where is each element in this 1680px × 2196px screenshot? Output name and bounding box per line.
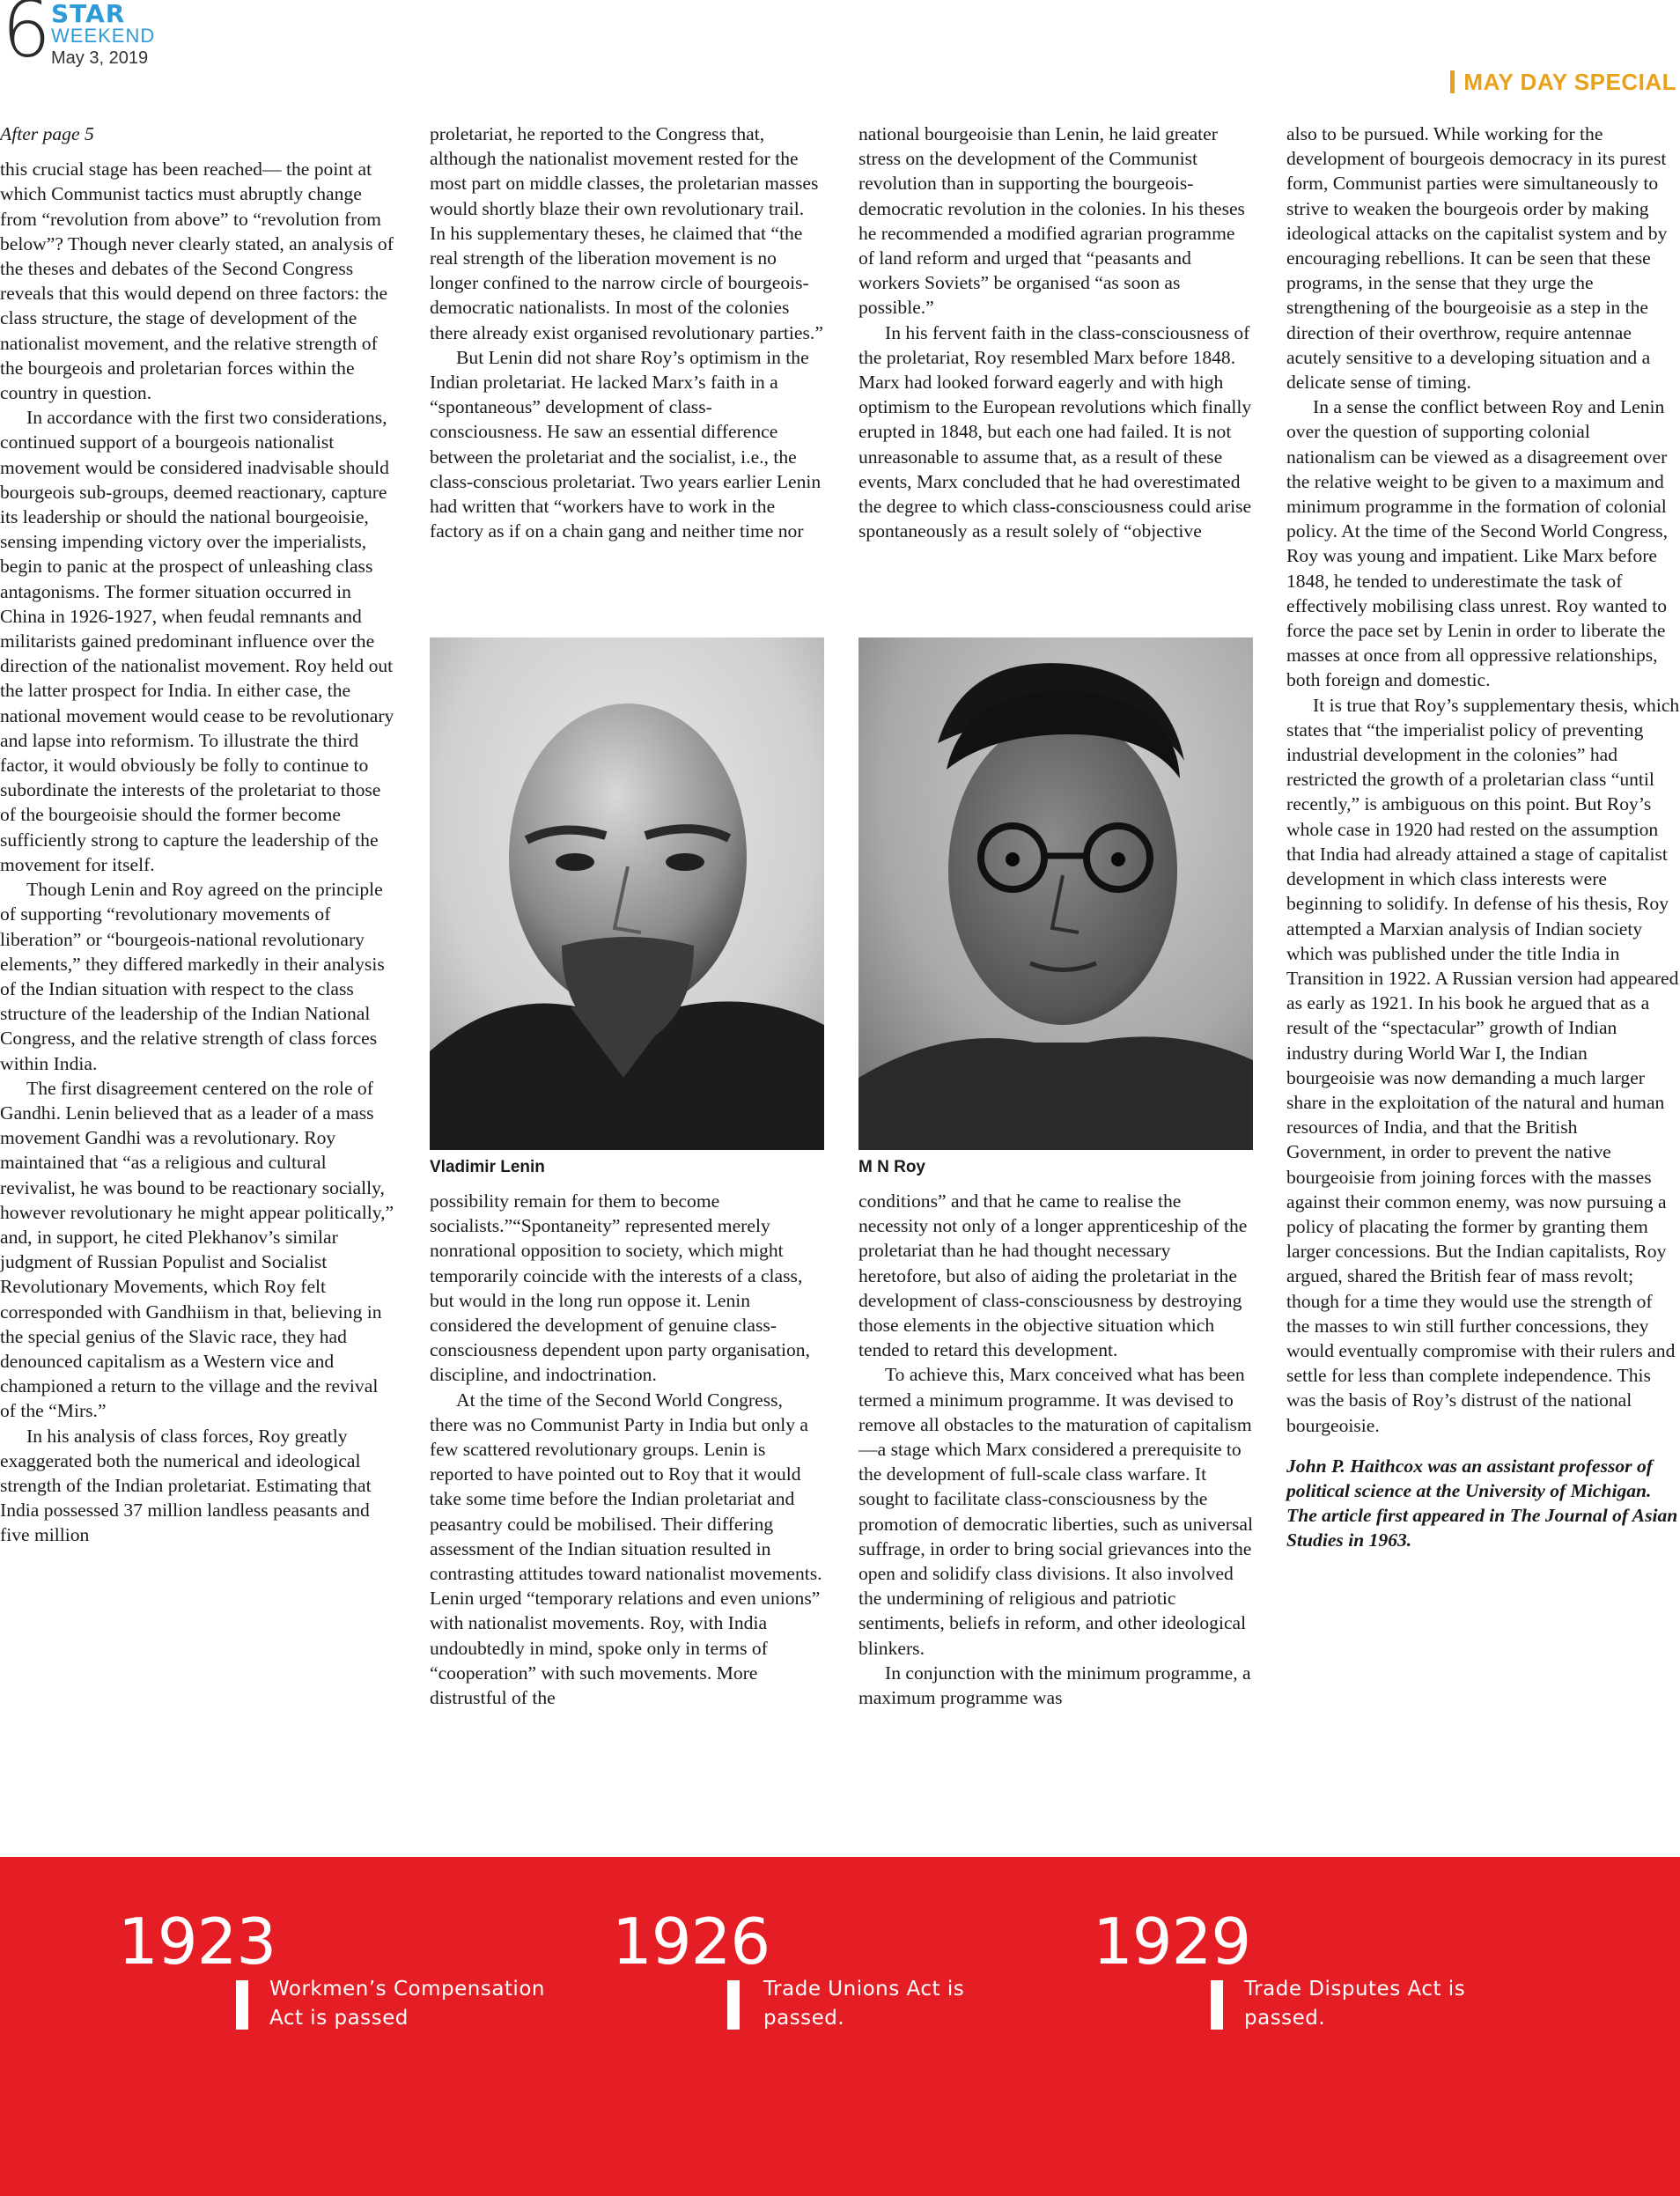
section-bar	[1450, 70, 1455, 93]
paragraph: In a sense the conflict between Roy and Lenin over the question of supporting colonial nationalism can be viewed as a disagreement over the relative weight to be given to a maximum and minimum programme in the formation of colonial policy. At the time of the Second World Congress, Roy was young and impatient. Like Marx before 1848, he tended to underestimate the task of effectively mobilising class unrest. Roy wanted to force the pace set by Lenin in order to liberate the masses at once from all oppressive relationships, both foreign and domestic.	[1286, 396, 1669, 691]
issue-date: May 3, 2019	[51, 48, 149, 68]
paragraph: It is true that Roy’s supplementary thesis, which states that “the imperialist policy of preventing industrial development in the colonies” had restricted the growth of a proletarian class “until recently,” is ambiguous on this point. But Roy’s whole case in 1920 had rested on the assumption that India had already attained a stage of capitalist development in which class interests were beginning to solidify. In defense of his thesis, Roy attempted a Marxian analysis of Indian society which was published under the title India in Transition in 1922. A Russian version had appeared as early as 1921. In his book he argued that as a result of the “spectacular” growth of Indian industry during World War I, the Indian bourgeoisie was now demanding a much larger share in the exploitation of the natural and human resources of India, and that the British Government, in order to prevent the native bourgeoisie from joining forces with the masses against their common enemy, was now pursuing a policy of placating the former by granting them larger concessions. But the Indian capitalists, Roy argued, shared the British fear of mass revolt; though for a time they would use the strength of the masses to win still further concessions, they would eventually compromise with their rulers and settle for less than complete independence. This was the basis of Roy’s distrust of the national bourgeoisie.	[1286, 694, 1680, 1436]
paragraph: also to be pursued. While working for the development of bourgeois democracy in its purest form, Communist parties were simultaneously to strive to weaken the bourgeois order by making ideological attacks on the capitalist system and by encouraging rebellions. It can be seen that these programs, in the sense that they urge the strengthening of the bourgeoisie as a step in the direction of their overthrow, require antennae acutely sensitive to a developing situation and a delicate sense of timing.	[1286, 123, 1668, 394]
paragraph: In his fervent faith in the class-consciousness of the proletariat, Roy resembled Marx before 1848. Marx had looked forward eagerly and with high optimism to the European revolutions which finally erupted in 1848, but each one had failed. It is not unreasonable to assume that, as a result of these events, Marx concluded that he had overestimated the degree to which class-consciousness could arise spontaneously as a result solely of “objective	[858, 321, 1252, 542]
article-column-3-top	[858, 122, 1253, 543]
paragraph: In accordance with the first two considerations, continued support of a bourgeois nationalist movement would be considered inadvisable should bourgeois sub-groups, deemed reactionary, capture its leadership or should the national bourgeoisie, sensing impending victory over the imperialists, begin to panic at the prospect of unleashing class antagonisms. The former situation occurred in China in 1926-1927, when feudal remnants and militarists gained predominant influence over the direction of the nationalist movement. Roy held out the latter prospect for India. In either case, the national movement would cease to be revolutionary and lapse into reformism. To illustrate the third factor, it would obviously be folly to continue to subordinate the interests of the proletariat to those of the bourgeoisie should the former become sufficiently strong to capture the leadership of the movement for itself.	[0, 407, 394, 875]
article-column-4	[1286, 122, 1680, 1553]
timeline-text: Trade Unions Act is passed.	[763, 1978, 965, 2030]
paragraph: At the time of the Second World Congress, there was no Communist Party in India but only a few scattered revolutionary groups. Lenin is reported to have pointed out to Roy that it would take some time before the Indian proletariat and peasantry could be mobilised. Their differing assessment of the Indian situation resulted in contrasting attitudes toward nationalist movements. Lenin urged “temporary relations and even unions” with nationalist movements. Roy, with India undoubtedly in mind, spoke only in terms of “cooperation” with such movements. More distrustful of the	[430, 1389, 822, 1709]
page-number: 6	[2, 0, 51, 75]
roy-photo	[858, 637, 1253, 1150]
timeline-year: 1923	[118, 1905, 276, 1979]
paragraph: To achieve this, Marx conceived what has been termed a minimum programme. It was devised to remove all obstacles to the maturation of capitalism—a stage which Marx considered a prerequisite to the development of full-scale class warfare. It sought to facilitate class-consciousness by the promotion of democratic liberties, such as universal suffrage, in order to bring social grievances into the open and solidify class divisions. It also involved the undermining of religious and patriotic sentiments, beliefs in reform, and other ideological blinkers.	[858, 1364, 1253, 1659]
masthead	[0, 0, 176, 79]
paragraph: possibility remain for them to become socialists.”“Spontaneity” represented merely nonrational opposition to society, which might temporarily coincide with the interests of a class, but would in the long run oppose it. Lenin considered the development of genuine class-consciousness dependent upon party organisation, discipline, and indoctrination.	[430, 1190, 810, 1386]
paragraph: proletariat, he reported to the Congress that, although the nationalist movement rested for the most part on middle classes, the proletarian masses would shortly blaze their own revolutionary trail. In his supplementary theses, he claimed that “the real strength of the liberation movement is no longer confined to the narrow circle of bourgeois-democratic nationalists. In most of the colonies there already exist organised revolutionary parties.”	[430, 123, 823, 343]
timeline-year: 1929	[1093, 1905, 1251, 1979]
timeline-text: Trade Disputes Act is passed.	[1244, 1978, 1466, 2030]
article-column-1	[0, 122, 396, 1548]
brand-subtitle: WEEKEND	[51, 25, 156, 47]
article-column-3-bottom	[858, 1189, 1253, 1710]
jump-line: After page 5	[0, 123, 94, 144]
lenin-photo	[430, 637, 824, 1150]
article-column-2-top	[430, 122, 824, 543]
timeline-year: 1926	[612, 1905, 770, 1979]
paragraph: conditions” and that he came to realise the necessity not only of a longer apprenticeship of the proletariat than he had thought necessary heretofore, but also of aiding the proletariat in the development of class-consciousness by destroying those elements in the objective situation which tended to retard this development.	[858, 1190, 1248, 1361]
timeline-marker	[236, 1980, 248, 2030]
paragraph: Though Lenin and Roy agreed on the principle of supporting “revolutionary movements of liberation” or “bourgeois-national revolutionary elements,” they differed markedly in their analysis of the Indian situation with respect to the class structure of the leadership of the Indian National Congress, and the relative strength of class forces within India.	[0, 879, 385, 1074]
brand-title: STAR	[51, 0, 126, 28]
article-column-2-bottom	[430, 1189, 824, 1710]
paragraph: But Lenin did not share Roy’s optimism in the Indian proletariat. He lacked Marx’s faith in a “spontaneous” development of class-consciousness. He saw an essential difference between the proletariat and the socialist, i.e., the class-conscious proletariat. Two years earlier Lenin had written that “workers have to work in the factory as if on a chain gang and neither time nor	[430, 346, 822, 542]
timeline-marker	[1211, 1980, 1223, 2030]
paragraph: In his analysis of class forces, Roy greatly exaggerated both the numerical and ideological strength of the Indian proletariat. Estimating that India possessed 37 million landless peasants and five million	[0, 1425, 372, 1546]
section-label-text: MAY DAY SPECIAL	[1463, 69, 1676, 95]
section-label	[1450, 69, 1676, 96]
timeline-marker	[727, 1980, 740, 2030]
timeline-text: Workmen’s Compensation Act is passed	[269, 1978, 545, 2030]
paragraph: The first disagreement centered on the role of Gandhi. Lenin believed that as a leader of a mass movement Gandhi was a revolutionary. Roy maintained that “as a religious and cultural revivalist, he was bound to be reactionary socially, however revolutionary he might appear politically,” and, in support, he cited Plekhanov’s similar judgment of Russian Populist and Socialist Revolutionary Movements, which Roy felt corresponded with Gandhiism in that, believing in the special genius of the Slavic race, they had denounced capitalism as a Western vice and championed a return to the village and the revival of the “Mirs.”	[0, 1077, 394, 1422]
paragraph: national bourgeoisie than Lenin, he laid greater stress on the development of the Communist revolution than in supporting the bourgeois-democratic revolution in the colonies. In his theses he recommended a modified agrarian programme of land reform and urged that “peasants and workers Soviets” be organised “as soon as possible.”	[858, 123, 1245, 319]
roy-caption: M N Roy	[858, 1158, 925, 1176]
lenin-caption: Vladimir Lenin	[430, 1158, 545, 1176]
paragraph: In conjunction with the minimum programme, a maximum programme was	[858, 1662, 1251, 1709]
timeline-band	[0, 1857, 1680, 2196]
author-bio: John P. Haithcox was an assistant professor of political science at the University of Michigan. The article first appeared in The Journal of Asian Studies in 1963.	[1286, 1455, 1678, 1551]
paragraph: this crucial stage has been reached— the point at which Communist tactics must abruptly change from “revolution from above” to “revolution from below”? Though never clearly stated, an analysis of the theses and debates of the Second Congress reveals that this would depend on three factors: the class structure, the stage of development of the nationalist movement, and the relative strength of the bourgeois and proletarian forces within the country in question.	[0, 158, 394, 404]
